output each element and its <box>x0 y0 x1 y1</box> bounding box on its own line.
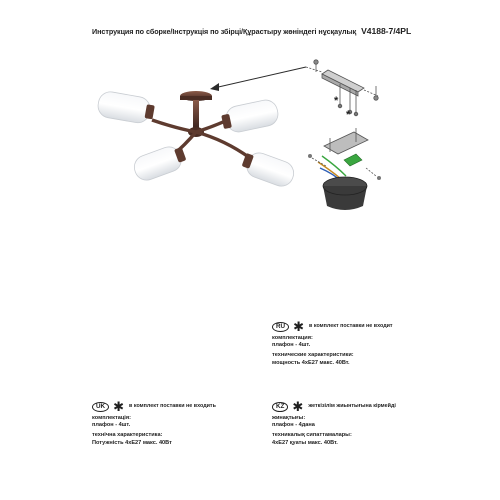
kz-section <box>272 398 472 447</box>
arrow-icon <box>210 67 306 91</box>
ru-note: в комплект поставки не входит <box>309 322 393 329</box>
language-badge-ru: RU <box>272 322 289 332</box>
model-number: V4188-7/4PL <box>361 26 412 36</box>
uk-note: в комплект поставки не входить <box>129 402 216 409</box>
uk-spec-value: Потужність 4хЕ27 макс. 40Вт <box>92 439 172 446</box>
kz-note: жеткізілім жиынтығына кірмейді <box>308 402 396 409</box>
star-icon: ✱ <box>292 398 304 414</box>
kz-kit-label: жинақтығы: <box>272 415 306 421</box>
kz-spec-label: техникалық сипаттамалары: <box>272 432 352 439</box>
chandelier-drawing <box>96 90 297 189</box>
uk-kit-value: плафон - 4шт. <box>92 422 131 429</box>
ru-kit-value: плафон - 4шт. <box>272 342 311 349</box>
star-icon: * <box>334 95 339 107</box>
title-text: Инструкция по сборке/Інструкція по збірці/Құрастыру жөніндегі нұсқаулық <box>92 27 357 36</box>
uk-kit-label: комплектація: <box>92 415 131 421</box>
ru-section <box>272 318 472 367</box>
uk-section <box>92 398 262 447</box>
language-badge-kz: KZ <box>272 402 288 412</box>
star-icon: * <box>346 109 351 121</box>
wiring-detail <box>308 128 381 210</box>
star-icon: ✱ <box>293 318 305 334</box>
ru-kit-label: комплектация: <box>272 335 313 341</box>
ru-spec-value: мощность 4хЕ27 макс. 40Вт. <box>272 359 350 366</box>
language-badge-uk: UK <box>92 402 109 412</box>
uk-spec-label: технічна характеристика: <box>92 432 163 439</box>
ru-spec-label: технические характеристики: <box>272 352 354 359</box>
kz-kit-value: плафон - 4дана <box>272 422 315 429</box>
kz-spec-value: 4хЕ27 қуаты макс. 40Вт. <box>272 439 338 446</box>
mounting-bracket-detail <box>306 60 378 116</box>
star-icon: ✱ <box>113 398 125 414</box>
